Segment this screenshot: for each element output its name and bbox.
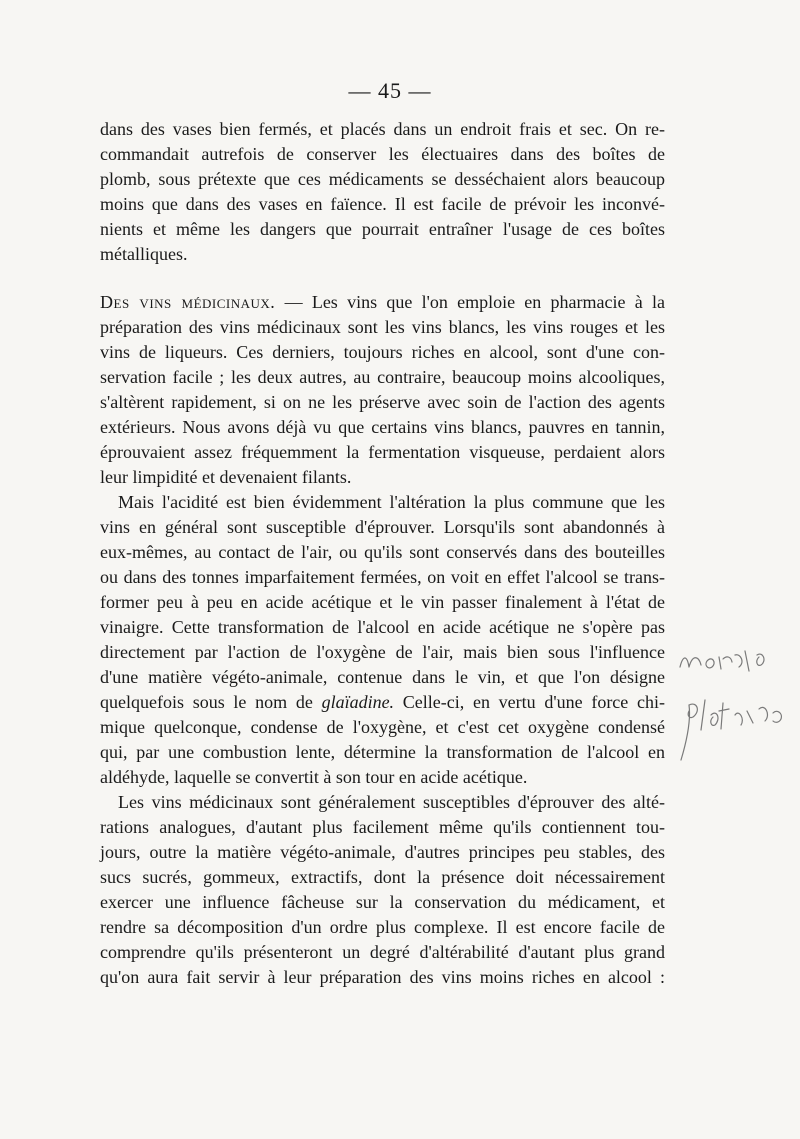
text-line: Les vins médicinaux sont généralement susceptibles d'éprouver des alté-: [118, 792, 665, 812]
text-line: aldéhyde, laquelle se convertit à son tour en acide acétique.: [100, 767, 528, 787]
text-line: qui, par une combustion lente, détermine la transformation de l'alcool en: [100, 742, 665, 762]
text-line: vinaigre. Cette transformation de l'alcool en acide acétique ne s'opère pas: [100, 617, 665, 637]
text-line: directement par l'action de l'oxygène de l'air, mais bien sous l'influence: [100, 642, 665, 662]
text-line: dans des vases bien fermés, et placés dans un endroit frais et sec. On re-: [100, 119, 665, 139]
text-line: préparation des vins médicinaux sont les vins blancs, les vins rouges et les: [100, 317, 665, 337]
text-line: plomb, sous prétexte que ces médicaments se desséchaient alors beaucoup: [100, 169, 665, 189]
section-heading: Des vins médicinaux.: [100, 292, 276, 312]
text-line: former peu à peu en acide acétique et le vin passer finalement à l'état de: [100, 592, 665, 612]
text-line: rendre sa décomposition d'un ordre plus complexe. Il est encore facile de: [100, 917, 665, 937]
page-number: — 45 —: [348, 78, 432, 103]
text-line: comprendre qu'ils présenteront un degré d'altérabilité d'autant plus grand: [100, 942, 665, 962]
text-line: servation facile ; les deux autres, au contraire, beaucoup moins alcooliques,: [100, 367, 665, 387]
italic-term: glaïadine.: [321, 692, 395, 712]
text-line: nients et même les dangers que pourrait entraîner l'usage de ces boîtes: [100, 219, 665, 239]
text-line: quelquefois sous le nom de glaïadine. Celle-ci, en vertu d'une force chi-: [100, 692, 665, 712]
text-line: mique quelconque, condense de l'oxygène, et c'est cet oxygène condensé: [100, 717, 665, 737]
text-line: vins de liqueurs. Ces derniers, toujours riches en alcool, sont d'une con-: [100, 342, 665, 362]
paragraph-gap: [100, 267, 665, 290]
text-line: Des vins médicinaux. — Les vins que l'on emploie en pharmacie à la: [100, 292, 666, 312]
intro-paragraph: [100, 117, 665, 267]
text-line: éprouvaient assez fréquemment la fermentation visqueuse, perdaient alors: [100, 442, 665, 462]
text-line: Mais l'acidité est bien évidemment l'altération la plus commune que les: [118, 492, 665, 512]
text-line: d'une matière végéto-animale, contenue dans le vin, et que l'on désigne: [100, 667, 665, 687]
text-line: sucs sucrés, gommeux, extractifs, dont la présence doit nécessairement: [100, 867, 665, 887]
text-line: métalliques.: [100, 244, 188, 264]
text-line: leur limpidité et devenaient filants.: [100, 467, 352, 487]
text-line: moins que dans des vases en faïence. Il est facile de prévoir les inconvé-: [100, 194, 665, 214]
handwritten-margin-note: [675, 645, 800, 765]
text-line: exercer une influence fâcheuse sur la conservation du médicament, et: [100, 892, 665, 912]
text-line: qu'on aura fait servir à leur préparation des vins moins riches en alcool :: [100, 967, 665, 987]
text-line: jours, outre la matière végéto-animale, d'autres principes peu stables, des: [100, 842, 665, 862]
section-vins-medicinaux: [100, 290, 665, 990]
text-line: extérieurs. Nous avons déjà vu que certains vins blancs, pauvres en tannin,: [100, 417, 665, 437]
text-line: commandait autrefois de conserver les électuaires dans des boîtes de: [100, 144, 665, 164]
handwriting-pencil-icon: [675, 645, 800, 765]
text-line: eux-mêmes, au contact de l'air, ou qu'ils sont conservés dans des bouteilles: [100, 542, 665, 562]
text-line: s'altèrent rapidement, si on ne les préserve avec soin de l'action des agents: [100, 392, 665, 412]
text-line: ou dans des tonnes imparfaitement fermées, on voit en effet l'alcool se trans-: [100, 567, 665, 587]
page-body: [100, 117, 665, 990]
text-line: rations analogues, d'autant plus facilement même qu'ils contiennent tou-: [100, 817, 665, 837]
text-line: vins en général sont susceptible d'éprouver. Lorsqu'ils sont abandonnés à: [100, 517, 665, 537]
